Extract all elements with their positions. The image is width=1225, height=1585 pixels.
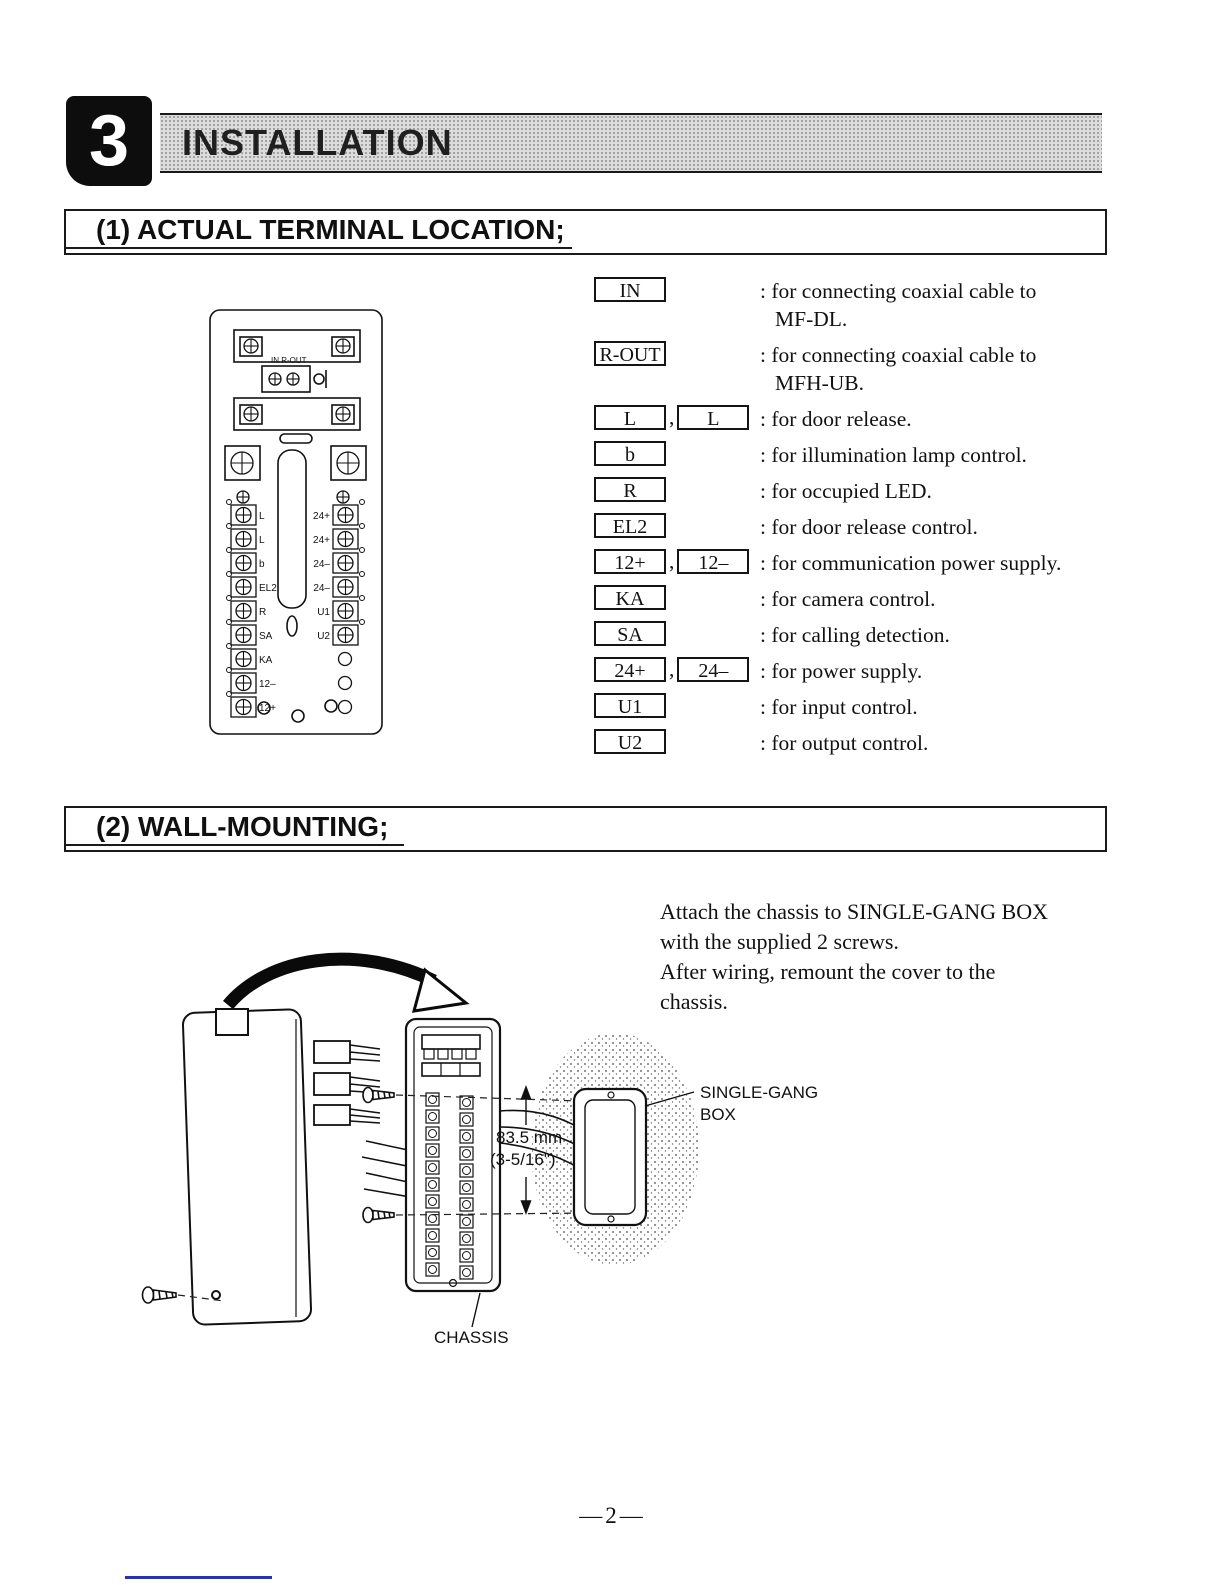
instruction-line: After wiring, remount the cover to the bbox=[660, 959, 996, 984]
terminal-description: : for output control. bbox=[760, 731, 929, 755]
chassis-leader-line bbox=[472, 1293, 480, 1327]
terminal-label-box: U2 bbox=[594, 729, 666, 754]
page-title: INSTALLATION bbox=[182, 122, 453, 163]
terminal-label-boxes bbox=[594, 341, 760, 366]
terminal-description: : for door release control. bbox=[760, 515, 978, 539]
instruction-line: chassis. bbox=[660, 989, 728, 1014]
wall-mounting-diagram bbox=[128, 943, 828, 1375]
page-number: —2— bbox=[579, 1503, 646, 1528]
terminal-description: : for door release. bbox=[760, 407, 912, 431]
terminal-description: : for camera control. bbox=[760, 587, 936, 611]
terminal-label-box: U1 bbox=[594, 693, 666, 718]
section2-heading: (2) WALL-MOUNTING; bbox=[96, 811, 389, 842]
svg-text:KA: KA bbox=[259, 655, 273, 666]
svg-text:24–: 24– bbox=[313, 559, 330, 570]
flip-arrow bbox=[228, 959, 466, 1011]
terminal-label-boxes bbox=[594, 585, 760, 610]
terminal-row bbox=[594, 621, 1139, 649]
terminal-label-box: SA bbox=[594, 621, 666, 646]
terminal-label-box: KA bbox=[594, 585, 666, 610]
svg-text:U2: U2 bbox=[317, 631, 330, 642]
dimension-label-mm: 83.5 mm bbox=[496, 1128, 563, 1147]
terminal-description: : for communication power supply. bbox=[760, 551, 1062, 575]
section-number: 3 bbox=[88, 101, 130, 181]
terminal-label-box: L bbox=[594, 405, 666, 430]
terminal-row bbox=[594, 549, 1139, 577]
svg-text:12–: 12– bbox=[259, 679, 276, 690]
terminal-label-box: 12– bbox=[677, 549, 749, 574]
terminal-panel-diagram bbox=[198, 300, 396, 748]
section2-underline bbox=[66, 844, 404, 846]
svg-text:EL2: EL2 bbox=[259, 583, 277, 594]
svg-text:U1: U1 bbox=[317, 607, 330, 618]
chassis bbox=[406, 1019, 500, 1291]
single-gang-box bbox=[574, 1089, 646, 1225]
section1-heading-box bbox=[64, 209, 1107, 255]
terminal-list bbox=[594, 277, 1139, 765]
gangbox-label-line1: SINGLE-GANG bbox=[700, 1083, 819, 1102]
terminal-description: : for calling detection. bbox=[760, 623, 950, 647]
left-terminal-column bbox=[227, 500, 278, 718]
instruction-line: Attach the chassis to SINGLE-GANG BOX bbox=[660, 899, 1048, 924]
terminal-row bbox=[594, 693, 1139, 721]
chassis-label: CHASSIS bbox=[434, 1328, 509, 1347]
terminal-label-box: b bbox=[594, 441, 666, 466]
svg-text:b: b bbox=[259, 559, 265, 570]
terminal-row bbox=[594, 657, 1139, 685]
terminal-description: : for input control. bbox=[760, 695, 918, 719]
cover bbox=[183, 1009, 312, 1325]
terminal-label-boxes bbox=[594, 441, 760, 466]
gangbox-label-line2: BOX bbox=[700, 1105, 736, 1124]
scan-artifact-line bbox=[125, 1576, 272, 1579]
terminal-label-boxes bbox=[594, 693, 760, 718]
terminal-row bbox=[594, 729, 1139, 757]
dimension-label-inch: (3-5/16") bbox=[490, 1150, 556, 1169]
plug-wires bbox=[350, 1045, 380, 1123]
section1-underline bbox=[66, 247, 572, 249]
right-terminal-column bbox=[313, 500, 364, 714]
terminal-row bbox=[594, 477, 1139, 505]
header-band bbox=[160, 113, 1102, 173]
section1-heading: (1) ACTUAL TERMINAL LOCATION; bbox=[96, 214, 565, 245]
terminal-row bbox=[594, 441, 1139, 469]
comma: , bbox=[669, 405, 675, 429]
terminal-description: : for illumination lamp control. bbox=[760, 443, 1027, 467]
terminal-label-box: 24+ bbox=[594, 657, 666, 682]
terminal-label-boxes bbox=[594, 657, 760, 682]
terminal-description: : for power supply. bbox=[760, 659, 923, 683]
terminal-label-box: R bbox=[594, 477, 666, 502]
terminal-description: : for connecting coaxial cable to MFH-UB. bbox=[760, 343, 1037, 395]
terminal-label-box: IN bbox=[594, 277, 666, 302]
terminal-label-boxes bbox=[594, 549, 760, 574]
section-number-badge bbox=[66, 96, 152, 186]
svg-text:24–: 24– bbox=[313, 583, 330, 594]
terminal-label-box: R-OUT bbox=[594, 341, 666, 366]
terminal-label-boxes bbox=[594, 277, 760, 302]
terminal-label-boxes bbox=[594, 513, 760, 538]
svg-text:12+: 12+ bbox=[259, 703, 276, 714]
terminal-row bbox=[594, 341, 1139, 397]
terminal-label-box: 12+ bbox=[594, 549, 666, 574]
svg-text:R: R bbox=[259, 607, 267, 618]
svg-text:SA: SA bbox=[259, 631, 273, 642]
terminal-label-boxes bbox=[594, 729, 760, 754]
terminal-label-box: L bbox=[677, 405, 749, 430]
terminal-label-box: 24– bbox=[677, 657, 749, 682]
terminal-row bbox=[594, 405, 1139, 433]
svg-text:24+: 24+ bbox=[313, 511, 330, 522]
terminal-row bbox=[594, 585, 1139, 613]
terminal-description: : for connecting coaxial cable to MF-DL. bbox=[760, 279, 1037, 331]
diagram-top-label: IN R-OUT bbox=[271, 356, 307, 365]
comma: , bbox=[669, 549, 675, 573]
terminal-label-boxes bbox=[594, 405, 760, 430]
connector-plugs bbox=[314, 1041, 350, 1125]
terminal-row bbox=[594, 513, 1139, 541]
instruction-line: with the supplied 2 screws. bbox=[660, 929, 899, 954]
svg-text:24+: 24+ bbox=[313, 535, 330, 546]
terminal-row bbox=[594, 277, 1139, 333]
terminal-label-box: EL2 bbox=[594, 513, 666, 538]
terminal-label-boxes bbox=[594, 621, 760, 646]
svg-text:L: L bbox=[259, 535, 265, 546]
terminal-description: : for occupied LED. bbox=[760, 479, 932, 503]
svg-text:L: L bbox=[259, 511, 265, 522]
section2-heading-box bbox=[64, 806, 1107, 852]
terminal-label-boxes bbox=[594, 477, 760, 502]
comma: , bbox=[669, 657, 675, 681]
